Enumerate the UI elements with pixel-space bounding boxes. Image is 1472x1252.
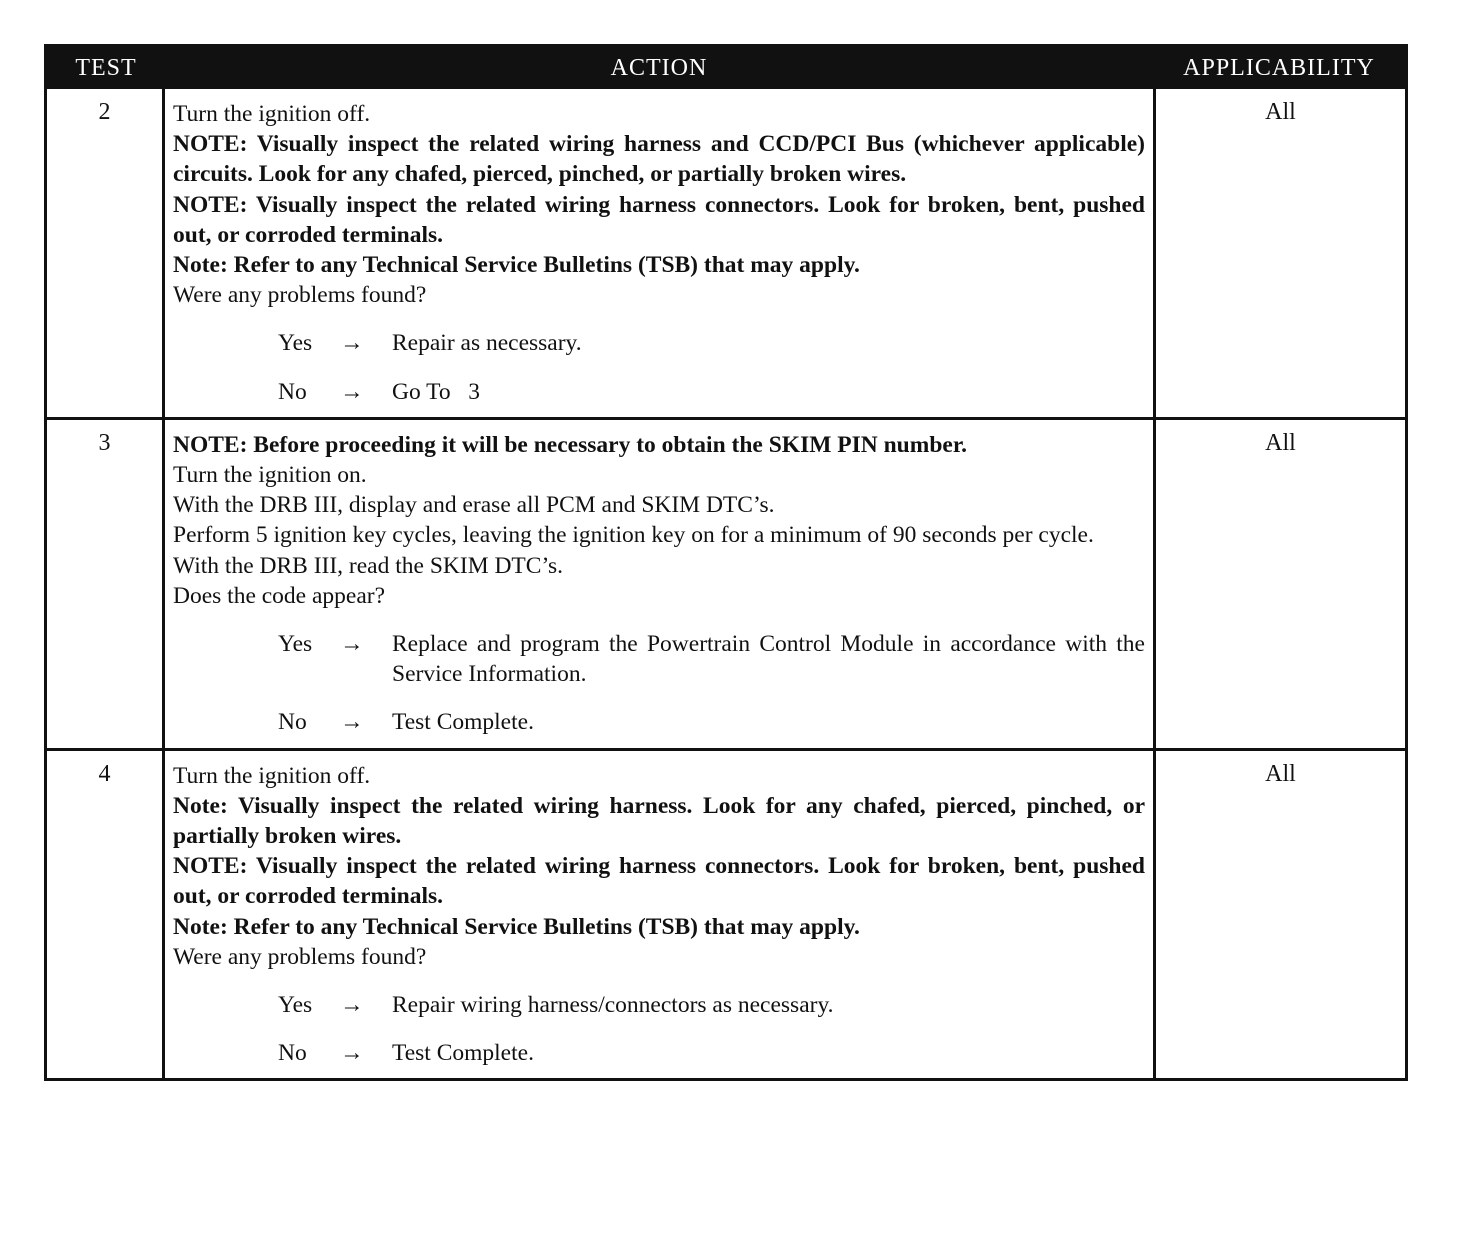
test-number: 4 <box>47 751 165 1079</box>
action-note: Note: Refer to any Technical Service Bulletins (TSB) that may apply. <box>173 252 860 279</box>
action-note: NOTE: Visually inspect the related wiring harness connectors. Look for broken, bent, pushed out, or corroded terminals. <box>173 191 1145 248</box>
action-line: Turn the ignition on. <box>173 462 367 489</box>
action-line: With the DRB III, read the SKIM DTC’s. <box>173 552 564 579</box>
no-result: Go To 3 <box>392 378 481 405</box>
yes-label: Yes <box>278 992 313 1019</box>
outcome-yes <box>278 328 1145 358</box>
action-question: Does the code appear? <box>173 582 386 609</box>
outcome-yes <box>278 990 1145 1020</box>
outcome-no <box>278 377 1145 407</box>
yes-label: Yes <box>278 330 313 357</box>
right-arrow-icon: → <box>340 1040 364 1067</box>
action-line: Turn the ignition off. <box>173 762 371 789</box>
action-cell <box>165 420 1153 748</box>
no-label: No <box>278 709 307 736</box>
no-result: Test Complete. <box>392 1040 534 1067</box>
action-note: NOTE: Before proceeding it will be necessary to obtain the SKIM PIN number. <box>173 431 967 458</box>
table-row <box>47 89 1405 417</box>
applicability-cell: All <box>1153 420 1405 748</box>
table-row <box>47 748 1405 1079</box>
no-result: Test Complete. <box>392 709 534 736</box>
right-arrow-icon: → <box>340 378 364 405</box>
header-test: TEST <box>75 54 137 81</box>
yes-label: Yes <box>278 631 313 658</box>
outcome-no <box>278 707 1145 737</box>
no-label: No <box>278 378 307 405</box>
action-question: Were any problems found? <box>173 282 427 309</box>
no-label: No <box>278 1040 307 1067</box>
diagnostic-test-table <box>44 44 1408 1081</box>
applicability-cell: All <box>1153 89 1405 417</box>
yes-result: Replace and program the Powertrain Control Module in accordance with the Service Information. <box>392 631 1145 688</box>
test-number: 3 <box>47 420 165 748</box>
test-number: 2 <box>47 89 165 417</box>
action-cell <box>165 751 1153 1079</box>
applicability-cell: All <box>1153 751 1405 1079</box>
yes-result: Repair wiring harness/connectors as necessary. <box>392 992 834 1019</box>
action-note: Note: Visually inspect the related wiring harness. Look for any chafed, pierced, pinched, or partially broken wires. <box>173 792 1145 850</box>
table-row <box>47 417 1405 748</box>
right-arrow-icon: → <box>340 631 364 658</box>
action-line: Turn the ignition off. <box>173 101 371 127</box>
table-header <box>47 47 1405 89</box>
action-question: Were any problems found? <box>173 943 427 970</box>
action-note: Note: Refer to any Technical Service Bulletins (TSB) that may apply. <box>173 913 860 940</box>
action-note: NOTE: Visually inspect the related wiring harness and CCD/PCI Bus (whichever applicable) circuits. Look for any chafed, pierced, pinched, or partially broken wires. <box>173 131 1145 188</box>
action-note: NOTE: Visually inspect the related wiring harness connectors. Look for broken, bent, pushed out, or corroded terminals. <box>173 853 1145 910</box>
right-arrow-icon: → <box>340 330 364 357</box>
header-action: ACTION <box>610 54 708 81</box>
outcome-no <box>278 1038 1145 1068</box>
header-applicability: APPLICABILITY <box>1183 54 1375 81</box>
action-line: Perform 5 ignition key cycles, leaving the ignition key on for a minimum of 90 seconds per cycle. <box>173 522 1094 549</box>
right-arrow-icon: → <box>340 709 364 736</box>
outcome-yes <box>278 629 1145 689</box>
right-arrow-icon: → <box>340 992 364 1019</box>
action-line: With the DRB III, display and erase all PCM and SKIM DTC’s. <box>173 492 775 519</box>
yes-result: Repair as necessary. <box>392 330 582 357</box>
action-cell <box>165 89 1153 417</box>
